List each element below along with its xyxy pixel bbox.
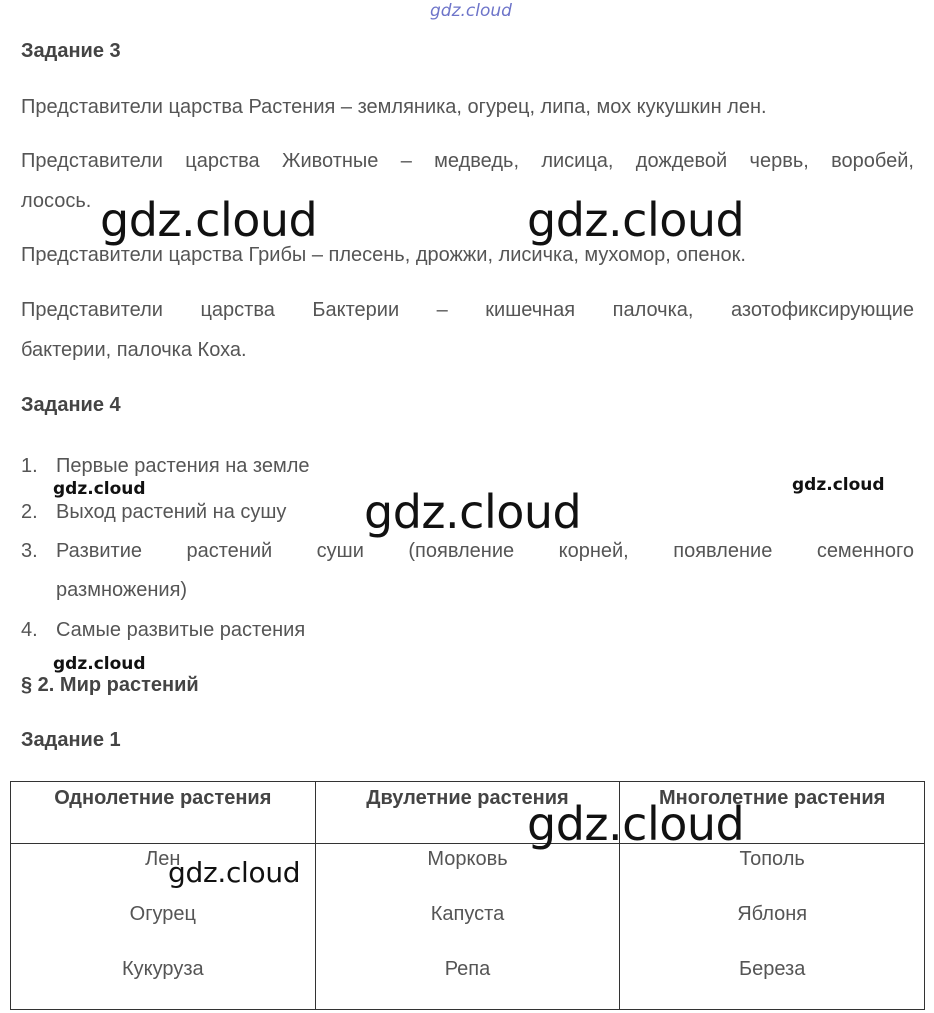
task1-title: Задание 1 xyxy=(21,729,121,751)
list-item-text: Самые развитые растения xyxy=(56,619,306,641)
table-cell-item: Тополь xyxy=(739,848,805,870)
list-item-number: 3. xyxy=(21,540,38,562)
watermark: gdz.cloud xyxy=(527,797,745,851)
header-biennial: Двулетние растения xyxy=(315,782,620,844)
task3-paragraph-animals-line2: лосось. xyxy=(21,190,92,212)
list-item-number: 4. xyxy=(21,619,38,641)
watermark: gdz.cloud xyxy=(53,479,146,499)
list-item-text-continued: размножения) xyxy=(56,579,188,601)
watermark: gdz.cloud xyxy=(53,654,146,674)
section-title: § 2. Мир растений xyxy=(21,674,199,696)
watermark-top: gdz.cloud xyxy=(430,1,512,21)
table-cell-item: Капуста xyxy=(430,903,505,925)
list-item-text: Выход растений на сушу xyxy=(56,501,287,523)
header-perennial: Многолетние растения xyxy=(620,782,925,844)
list-item-text: Развитие растений суши (появление корней, появление семенного xyxy=(56,540,914,562)
table-header-row xyxy=(11,782,925,844)
table-cell-item: Кукуруза xyxy=(122,958,204,980)
task4-title: Задание 4 xyxy=(21,394,121,416)
table-row xyxy=(11,844,925,1010)
watermark: gdz.cloud xyxy=(792,475,885,495)
watermark: gdz.cloud xyxy=(527,193,745,247)
list-item-text: Первые растения на земле xyxy=(56,455,310,477)
task3-paragraph-bacteria-line2: бактерии, палочка Коха. xyxy=(21,339,247,361)
table-cell-item: Береза xyxy=(738,958,806,980)
watermark: gdz.cloud xyxy=(364,485,582,539)
header-annual: Однолетние растения xyxy=(11,782,316,844)
task3-paragraph-plants: Представители царства Растения – земляника, огурец, липа, мох кукушкин лен. xyxy=(21,96,767,118)
watermark: gdz.cloud xyxy=(100,193,318,247)
task3-title: Задание 3 xyxy=(21,40,121,62)
table-cell-item: Морковь xyxy=(427,848,508,870)
task3-paragraph-fungi: Представители царства Грибы – плесень, дрожжи, лисичка, мухомор, опенок. xyxy=(21,244,746,266)
list-item-number: 2. xyxy=(21,501,38,523)
task3-paragraph-bacteria-line1: Представители царства Бактерии – кишечная палочка, азотофиксирующие xyxy=(21,299,914,321)
table-cell-item: Огурец xyxy=(129,903,196,925)
biennial-cell xyxy=(315,844,620,1010)
table-cell-item: Яблоня xyxy=(737,903,808,925)
table-cell-item: Лен xyxy=(145,848,181,870)
task3-paragraph-animals-line1: Представители царства Животные – медведь, лисица, дождевой червь, воробей, xyxy=(21,150,914,172)
perennial-cell xyxy=(620,844,925,1010)
watermark: gdz.cloud xyxy=(168,856,301,889)
table-cell-item: Репа xyxy=(444,958,491,980)
plants-table xyxy=(10,781,925,1010)
list-item-number: 1. xyxy=(21,455,38,477)
